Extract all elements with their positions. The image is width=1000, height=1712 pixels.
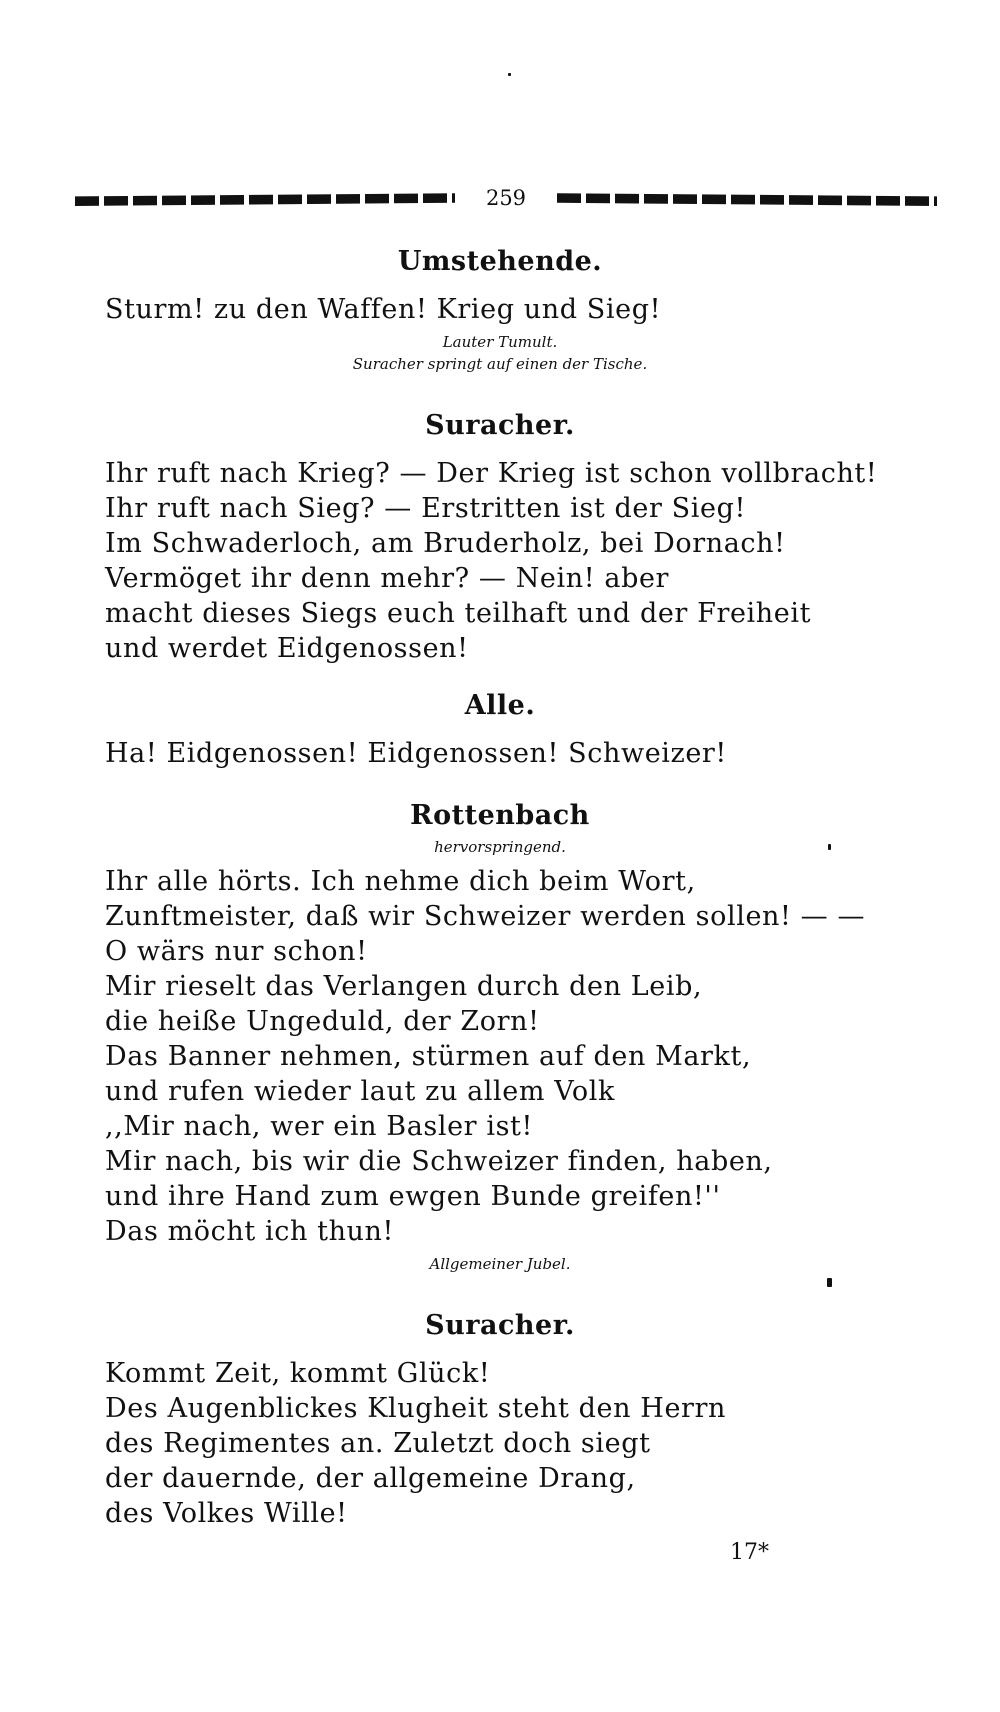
stage-direction: hervorspringend. — [434, 838, 566, 856]
verse-line: des Regimentes an. Zuletzt doch siegt — [105, 1428, 651, 1459]
scan-speck — [827, 1278, 832, 1287]
stage-direction: Allgemeiner Jubel. — [429, 1255, 571, 1273]
stage-direction: Lauter Tumult. — [442, 333, 558, 351]
verse-line: macht dieses Siegs euch teilhaft und der Freiheit — [105, 598, 812, 629]
verse-line: Ihr ruft nach Krieg? — Der Krieg ist schon vollbracht! — [105, 458, 878, 489]
verse-line: Ihr alle hörts. Ich nehme dich beim Wort, — [105, 866, 696, 897]
verse-line: Zunftmeister, daß wir Schweizer werden sollen! — — — [105, 901, 866, 932]
scan-speck — [828, 844, 831, 850]
verse-line: Ihr ruft nach Sieg? — Erstritten ist der Sieg! — [105, 493, 746, 524]
speaker-heading: Rottenbach — [410, 800, 590, 831]
verse-line: ,,Mir nach, wer ein Basler ist! — [105, 1111, 533, 1142]
scan-speck — [508, 73, 511, 76]
verse-line: und ihre Hand zum ewgen Bunde greifen!'' — [105, 1181, 721, 1212]
speaker-heading: Suracher. — [425, 410, 575, 441]
verse-line: Vermöget ihr denn mehr? — Nein! aber — [105, 563, 670, 594]
speaker-heading: Alle. — [464, 690, 536, 721]
page-header — [75, 186, 937, 210]
verse-line: die heiße Ungeduld, der Zorn! — [105, 1006, 540, 1037]
verse-line: Ha! Eidgenossen! Eidgenossen! Schweizer! — [105, 738, 727, 769]
verse-line: der dauernde, der allgemeine Drang, — [105, 1463, 636, 1494]
signature-mark: 17* — [730, 1540, 769, 1565]
verse-line: des Volkes Wille! — [105, 1498, 348, 1529]
verse-line: O wärs nur schon! — [105, 936, 368, 967]
left-ornament-rule — [75, 190, 455, 206]
verse-line: Mir rieselt das Verlangen durch den Leib, — [105, 971, 703, 1002]
verse-line: und rufen wieder laut zu allem Volk — [105, 1076, 615, 1107]
verse-line: Das Banner nehmen, stürmen auf den Markt, — [105, 1041, 752, 1072]
verse-line: Das möcht ich thun! — [105, 1216, 394, 1247]
page-number: 259 — [485, 186, 527, 210]
verse-line: Des Augenblickes Klugheit steht den Herrn — [105, 1393, 727, 1424]
stage-direction: Suracher springt auf einen der Tische. — [352, 355, 648, 373]
right-ornament-rule — [557, 190, 937, 206]
speaker-heading: Umstehende. — [397, 246, 603, 277]
verse-line: Sturm! zu den Waffen! Krieg und Sieg! — [105, 294, 662, 325]
speaker-heading: Suracher. — [425, 1310, 575, 1341]
verse-line: Mir nach, bis wir die Schweizer finden, haben, — [105, 1146, 773, 1177]
verse-line: und werdet Eidgenossen! — [105, 633, 469, 664]
verse-line: Im Schwaderloch, am Bruderholz, bei Dornach! — [105, 528, 786, 559]
verse-line: Kommt Zeit, kommt Glück! — [105, 1358, 491, 1389]
